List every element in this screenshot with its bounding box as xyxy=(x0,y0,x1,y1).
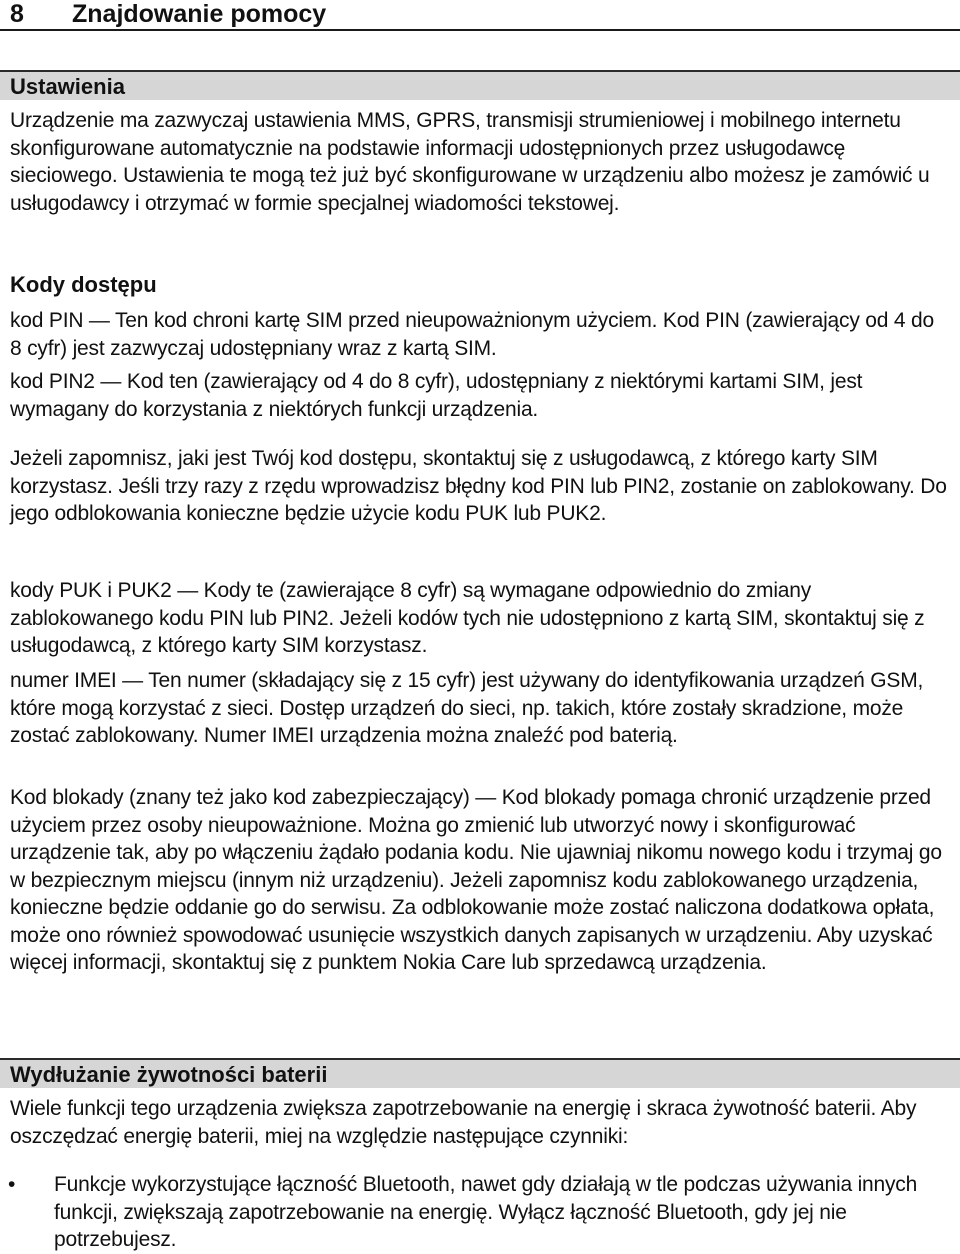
chapter-title: Znajdowanie pomocy xyxy=(72,0,327,28)
bullet-icon: • xyxy=(8,1173,16,1196)
section-heading-settings: Ustawienia xyxy=(0,70,960,100)
lock-code-paragraph: Kod blokady (znany też jako kod zabezpieczający) — Kod blokady pomaga chronić urządzenie przed użyciem przez osoby nieupoważnione. Można go zmienić lub utworzyć nowy i skonfigurować urządzenie tak, aby po włączeniu żądało podania kodu. Nie ujawniaj nikomu nowego kodu i trzymaj go w bezpiecznym miejscu (innym niż urządzeniu). Jeżeli zapomnisz kodu zablokowanego urządzenia, konieczne będzie oddanie go do serwisu. Za odblokowanie może zostać naliczona dodatkowa opłata, może ono również spowodować usunięcie wszystkich danych zapisanych w urządzeniu. Aby uzyskać więcej informacji, skontaktuj się z punktem Nokia Care lub sprzedawcą urządzenia. xyxy=(10,786,942,974)
imei-paragraph: numer IMEI — Ten numer (składający się z 15 cyfr) jest używany do identyfikowania urządzeń GSM, które mogą korzystać z sieci. Dostęp urządzeń do sieci, np. takich, które zostały skradzione, może zostać zablokowany. Numer IMEI urządzenia można znaleźć pod baterią. xyxy=(10,669,924,747)
section-heading-battery: Wydłużanie żywotności baterii xyxy=(0,1058,960,1088)
pin2-code-paragraph: kod PIN2 — Kod ten (zawierający od 4 do 8 cyfr), udostępniany z niektórymi kartami SIM, jest wymagany do korzystania z niektórych funkcji urządzenia. xyxy=(10,370,863,421)
subsection-heading-access-codes: Kody dostępu xyxy=(10,272,157,297)
page-header xyxy=(0,0,960,31)
forgot-code-paragraph: Jeżeli zapomnisz, jaki jest Twój kod dostępu, skontaktuj się z usługodawcą, z którego karty SIM korzystasz. Jeśli trzy razy z rzędu wprowadzisz błędny kod PIN lub PIN2, zostanie on zablokowany. Do jego odblokowania konieczne będzie użycie kodu PUK lub PUK2. xyxy=(10,447,947,525)
battery-paragraph: Wiele funkcji tego urządzenia zwiększa zapotrzebowanie na energię i skraca żywotność baterii. Aby oszczędzać energię baterii, miej na względzie następujące czynniki: xyxy=(10,1097,917,1148)
list-item: Funkcje wykorzystujące łączność Bluetooth, nawet gdy działają w tle podczas używania innych funkcji, zwiększają zapotrzebowanie na energię. Wyłącz łączność Bluetooth, gdy jej nie potrzebujesz. xyxy=(54,1173,918,1251)
puk-code-paragraph: kody PUK i PUK2 — Kody te (zawierające 8 cyfr) są wymagane odpowiednio do zmiany zablokowanego kodu PIN lub PIN2. Jeżeli kodów tych nie udostępniono z kartą SIM, skontaktuj się z usługodawcą, z którego karty SIM korzystasz. xyxy=(10,579,925,657)
page-number: 8 xyxy=(10,0,24,28)
pin-code-paragraph: kod PIN — Ten kod chroni kartę SIM przed nieupoważnionym użyciem. Kod PIN (zawierający od 4 do 8 cyfr) jest zazwyczaj udostępniany wraz z kartą SIM. xyxy=(10,309,934,360)
settings-paragraph: Urządzenie ma zazwyczaj ustawienia MMS, GPRS, transmisji strumieniowej i mobilnego internetu skonfigurowane automatycznie na podstawie informacji udostępnionych przez usługodawcę sieciowego. Ustawienia te mogą też już być skonfigurowane w urządzeniu albo możesz je zamówić u usługodawcy i otrzymać w formie specjalnej wiadomości tekstowej. xyxy=(10,109,930,215)
